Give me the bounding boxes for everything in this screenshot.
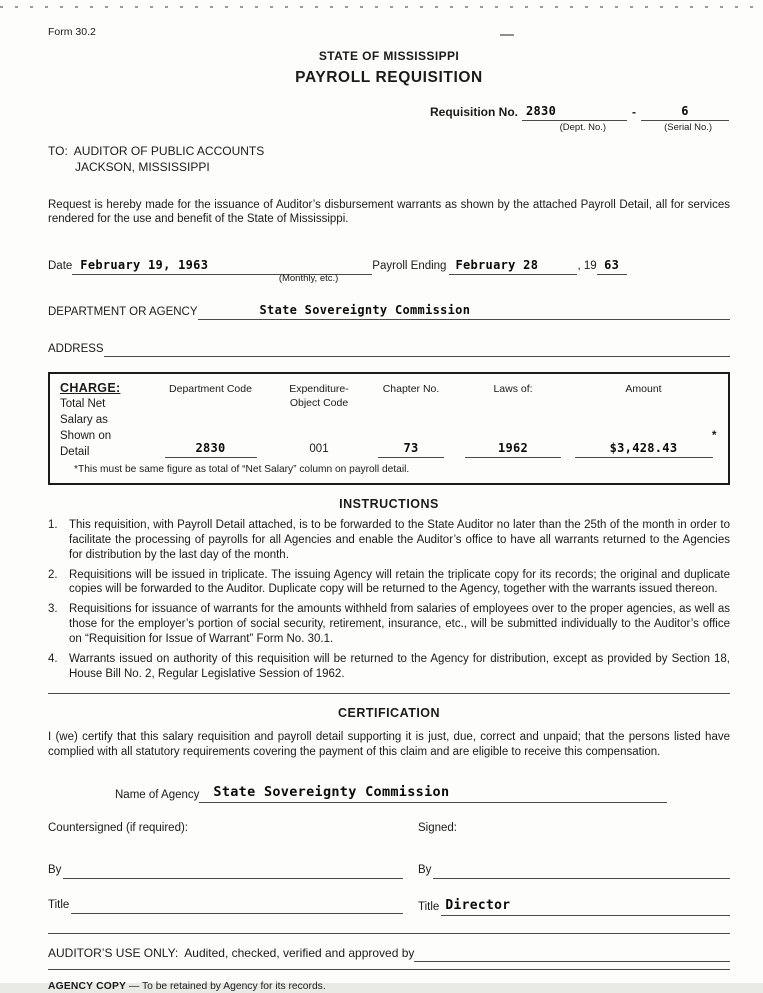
address-field <box>104 356 730 357</box>
state-title: STATE OF MISSISSIPPI <box>318 48 460 63</box>
countersigned-column <box>48 821 403 916</box>
department-field <box>198 303 730 320</box>
signed-title-field <box>441 898 730 916</box>
certification-paragraph: I (we) certify that this salary requisition and payroll detail supporting it is just, due, correct and unpaid; that the persons listed have complied with all statutory requirements covering the payment of this claim and are eligible to receive this compensation. <box>48 731 730 759</box>
charge-header-laws: Laws of: <box>493 383 533 396</box>
date-label: Date <box>48 260 73 273</box>
title-label: Title <box>48 898 70 911</box>
charge-value-expenditure-cell <box>273 442 365 458</box>
charge-value-chapter-field <box>378 441 444 458</box>
addressee-line2: JACKSON, MISSISSIPPI <box>75 159 210 174</box>
signed-by-row <box>418 863 730 879</box>
charge-value-laws: 1962 <box>497 441 529 456</box>
countersigned-by-field <box>63 878 403 879</box>
instruction-number: 3. <box>48 603 58 616</box>
instructions-list <box>48 518 730 682</box>
charge-value-chapter: 73 <box>403 441 419 456</box>
instruction-item <box>48 518 730 563</box>
signed-column <box>418 821 730 916</box>
instruction-number: 2. <box>48 568 58 581</box>
charge-value-expenditure: 001 <box>309 443 329 456</box>
signed-label: Signed: <box>418 821 458 834</box>
address-row <box>48 342 730 357</box>
agency-name-value: State Sovereignty Commission <box>213 784 450 801</box>
instruction-text: This requisition, with Payroll Detail attached, is to be forwarded to the State Auditor no later than the 25th of the month in order to facilitate the processing of payrolls for all Agencies and enable the Auditor’s office to have all warrants returned to the Agencies for distribution by the last day of the month. <box>69 518 730 561</box>
instruction-number: 4. <box>48 653 58 666</box>
charge-header-amount: Amount <box>625 383 662 396</box>
certification-heading: CERTIFICATION <box>337 706 441 721</box>
addressee-line1: TO: AUDITOR OF PUBLIC ACCOUNTS <box>48 144 265 159</box>
charge-header-expenditure-line2: Object Code <box>289 396 349 409</box>
signed-title-row <box>418 898 730 916</box>
date-value: February 19, 1963 <box>80 258 209 273</box>
title-label: Title <box>418 900 440 913</box>
charge-value-department: 2830 <box>195 441 226 456</box>
instruction-text: Warrants issued on authority of this requisition will be returned to the Agency for distribution, except as provided by Section 18, House Bill No. 2, Regular Legislative Session of 1962. <box>69 653 730 681</box>
address-label: ADDRESS <box>48 343 104 356</box>
agency-copy-text: — To be retained by Agency for its records. <box>128 981 326 993</box>
requisition-number-block <box>430 104 730 134</box>
countersigned-by-row <box>48 863 403 879</box>
instruction-text: Requisitions will be issued in triplicate. The issuing Agency will retain the triplicate copy for its records; the original and duplicate copies will be forwarded to the Auditor. Duplicate copy will be returned to the Agency, together with the warrants issued thereon. <box>69 568 730 596</box>
charge-value-department-cell <box>148 441 273 458</box>
instruction-text: Requisitions for issuance of warrants for the amounts withheld from salaries of employees over to the proper agencies, as well as those for the employer’s portion of social security, retirement, insurance, etc., will be submitted individually to the Auditor’s office on “Requisition for Issue of Warrant” Form No. 30.1. <box>69 603 730 646</box>
payroll-ending-field <box>449 258 577 275</box>
payroll-ending-value: February 28 <box>455 258 539 273</box>
department-label: DEPARTMENT OR AGENCY <box>48 306 198 319</box>
addressee-block <box>48 144 730 175</box>
charge-row-label-line4: Detail <box>60 446 90 459</box>
serial-no-sublabel: (Serial No.) <box>664 121 713 133</box>
signed-title-value: Director <box>445 897 511 913</box>
charge-footnote: *This must be same figure as total of “Net Salary” column on payroll detail. <box>74 464 410 476</box>
charge-header-department: Department Code <box>169 383 252 396</box>
charge-header-expenditure <box>273 383 365 410</box>
charge-value-laws-cell <box>457 441 569 458</box>
scan-artifact-dash <box>500 34 514 36</box>
year-field <box>597 258 627 275</box>
agency-copy-label: AGENCY COPY <box>48 981 127 993</box>
charge-value-amount: $3,428.43 <box>609 441 678 456</box>
countersigned-title-field <box>71 913 403 914</box>
charge-value-amount-cell <box>569 428 718 458</box>
form-title: PAYROLL REQUISITION <box>295 69 483 87</box>
date-field <box>72 258 372 285</box>
instruction-item <box>48 652 730 682</box>
auditor-use-row <box>48 946 730 963</box>
section-divider <box>48 693 730 694</box>
instruction-item <box>48 568 730 598</box>
charge-value-department-field <box>165 441 257 458</box>
year-prefix: , 19 <box>577 260 597 273</box>
signature-section <box>48 821 730 916</box>
department-value: State Sovereignty Commission <box>259 303 471 318</box>
by-label: By <box>48 863 62 876</box>
charge-header-expenditure-line1: Expenditure- <box>289 383 349 396</box>
department-row <box>48 303 730 320</box>
year-value: 63 <box>604 258 620 273</box>
agency-name-label: Name of Agency <box>115 788 200 801</box>
section-divider <box>48 969 730 970</box>
requisition-dept-no-field <box>522 104 627 121</box>
section-divider <box>48 933 730 934</box>
form-number: Form 30.2 <box>48 26 96 38</box>
agency-name-row <box>48 784 730 803</box>
countersigned-label: Countersigned (if required): <box>48 821 188 834</box>
charge-header-chapter: Chapter No. <box>382 383 440 396</box>
charge-value-laws-field <box>465 441 561 458</box>
instruction-number: 1. <box>48 518 58 531</box>
dept-no-sublabel: (Dept. No.) <box>559 121 607 133</box>
charge-row-label-line1: Total Net <box>60 398 106 411</box>
charge-heading: CHARGE: <box>60 381 121 396</box>
agency-name-field <box>199 784 667 803</box>
auditor-use-label: AUDITOR’S USE ONLY: Audited, checked, verified and approved by <box>48 945 415 960</box>
request-paragraph: Request is hereby made for the issuance of Auditor’s disbursement warrants as shown by the attached Payroll Detail, all for services rendered for the use and benefit of the State of Mississippi. <box>48 198 730 226</box>
requisition-dept-no-value: 2830 <box>526 104 557 119</box>
charge-value-chapter-cell <box>365 441 457 458</box>
charge-value-amount-field <box>575 428 717 458</box>
perforation-line <box>0 6 763 8</box>
monthly-note: (Monthly, etc.) <box>278 273 339 285</box>
date-row <box>48 258 730 285</box>
charge-row-label-line3: Shown on <box>60 430 112 443</box>
by-label: By <box>418 863 432 876</box>
amount-asterisk: * <box>711 428 717 443</box>
countersigned-title-row <box>48 898 403 914</box>
charge-box <box>48 372 730 485</box>
requisition-serial-no-field <box>641 104 729 121</box>
instructions-heading: INSTRUCTIONS <box>339 497 439 512</box>
charge-row-label-line2: Salary as <box>60 414 108 427</box>
requisition-serial-no-value: 6 <box>681 104 689 119</box>
payroll-ending-label: Payroll Ending <box>372 260 447 273</box>
signed-by-field <box>433 878 730 879</box>
auditor-approved-by-field <box>414 961 730 962</box>
requisition-no-label: Requisition No. <box>430 105 518 120</box>
instruction-item <box>48 602 730 647</box>
requisition-separator: - <box>632 105 636 120</box>
agency-copy-note <box>48 980 730 993</box>
